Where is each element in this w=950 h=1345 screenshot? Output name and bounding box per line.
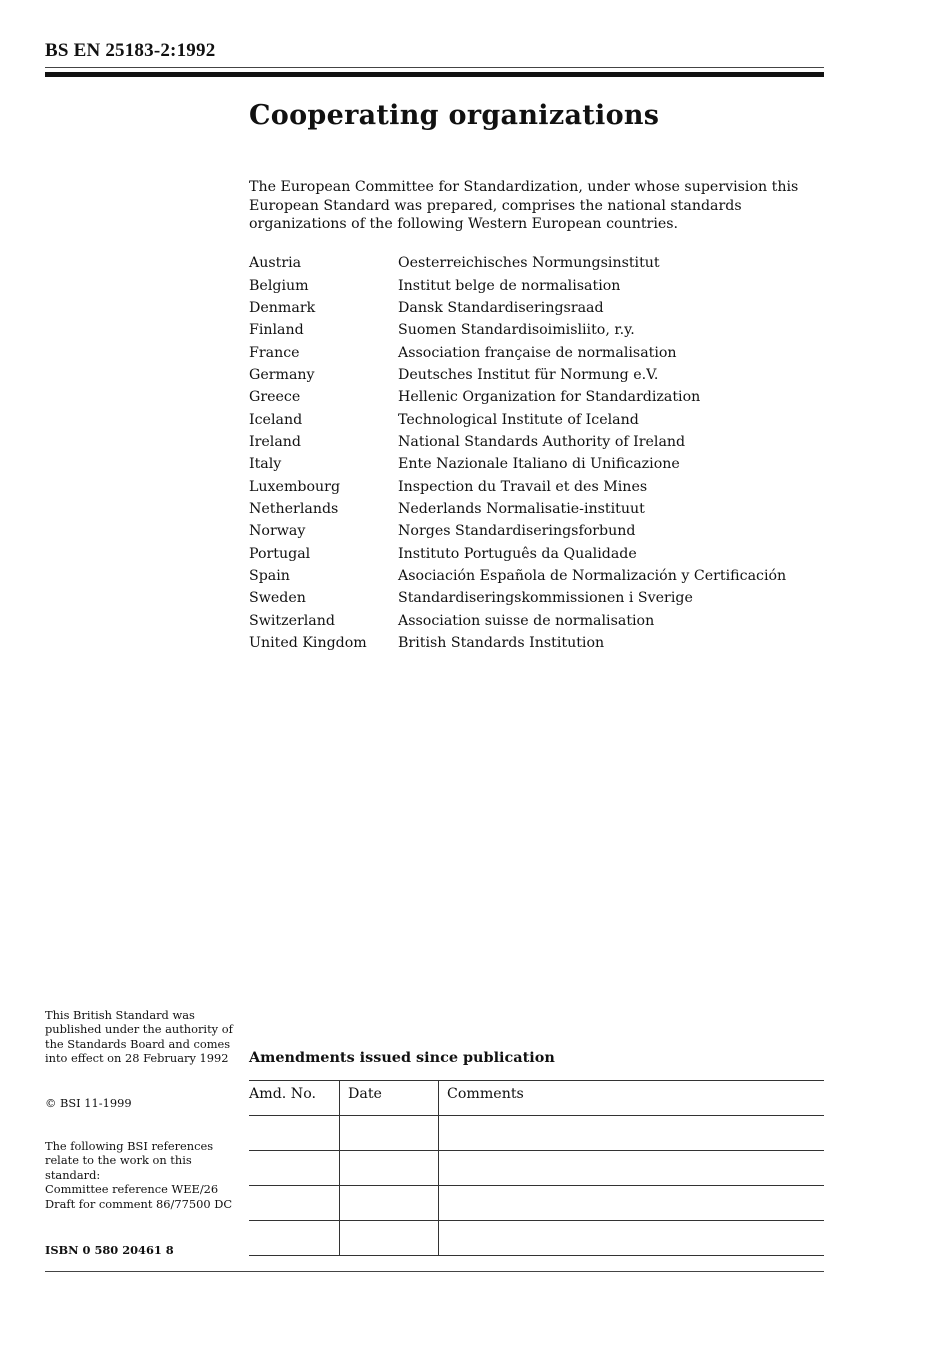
member-row — [249, 542, 829, 564]
member-country: Germany — [249, 366, 315, 383]
member-organizations-table — [249, 252, 829, 654]
member-row — [249, 252, 829, 274]
intro-paragraph: The European Committee for Standardization, under whose supervision this European Standard was prepared, comprises the national standards organizations of the following Western European countries. — [249, 179, 799, 232]
member-row — [249, 364, 829, 386]
member-country: Iceland — [249, 411, 303, 428]
member-organization: Norges Standardiseringsforbund — [398, 523, 636, 540]
member-organization: Hellenic Organization for Standardization — [398, 389, 701, 406]
bsi-references — [45, 1139, 240, 1211]
member-organization: Dansk Standardiseringsraad — [398, 299, 604, 316]
references-intro: The following BSI references relate to the work on this standard: — [45, 1139, 214, 1182]
member-country: Luxembourg — [249, 478, 341, 495]
amendments-header-row — [249, 1081, 824, 1116]
member-country: Greece — [249, 389, 301, 406]
member-organization: Instituto Português da Qualidade — [398, 545, 637, 562]
member-organization: Nederlands Normalisatie-instituut — [398, 500, 645, 517]
member-row — [249, 431, 829, 453]
member-country: Ireland — [249, 433, 301, 450]
header-rule-thin — [45, 67, 824, 68]
amendment-comments-cell — [439, 1116, 825, 1151]
member-country: Switzerland — [249, 612, 335, 629]
footer-rule — [45, 1271, 824, 1272]
member-country: Norway — [249, 523, 306, 540]
amendment-date-cell — [340, 1116, 439, 1151]
member-row — [249, 386, 829, 408]
member-row — [249, 610, 829, 632]
amendment-row — [249, 1116, 824, 1151]
member-country: Denmark — [249, 299, 316, 316]
member-organization: Suomen Standardisoimisliito, r.y. — [398, 322, 635, 339]
publication-note: This British Standard was published under the authority of the Standards Board and comes into effect on 28 February 1992 — [45, 1008, 233, 1066]
amendment-row — [249, 1221, 824, 1256]
amendment-number-cell — [249, 1221, 340, 1256]
document-code: BS EN 25183-2:1992 — [45, 40, 216, 61]
amendment-date-cell — [340, 1151, 439, 1186]
member-country: Italy — [249, 456, 282, 473]
member-row — [249, 274, 829, 296]
amendment-row — [249, 1186, 824, 1221]
header-rule-thick — [45, 72, 824, 77]
copyright-notice: © BSI 11-1999 — [45, 1096, 132, 1110]
member-organization: National Standards Authority of Ireland — [398, 433, 686, 450]
page-title: Cooperating organizations — [249, 100, 660, 131]
member-organization: Standardiseringskommissionen i Sverige — [398, 590, 693, 607]
committee-reference: Committee reference WEE/26 — [45, 1182, 219, 1197]
amendment-comments-cell — [439, 1186, 825, 1221]
amendments-table — [249, 1080, 824, 1256]
amendments-heading: Amendments issued since publication — [249, 1049, 555, 1066]
draft-reference: Draft for comment 86/77500 DC — [45, 1196, 233, 1211]
member-row — [249, 520, 829, 542]
isbn: ISBN 0 580 20461 8 — [45, 1243, 174, 1257]
amendment-row — [249, 1151, 824, 1186]
amendment-comments-cell — [439, 1151, 825, 1186]
member-organization: Ente Nazionale Italiano di Unificazione — [398, 456, 680, 473]
member-country: France — [249, 344, 300, 361]
member-country: Sweden — [249, 590, 306, 607]
member-organization: Inspection du Travail et des Mines — [398, 478, 648, 495]
amendment-date-cell — [340, 1221, 439, 1256]
member-organization: Deutsches Institut für Normung e.V. — [398, 366, 659, 383]
member-row — [249, 475, 829, 497]
column-header-date: Date — [340, 1081, 439, 1116]
member-organization: Association suisse de normalisation — [398, 612, 655, 629]
member-country: Austria — [249, 255, 302, 272]
member-row — [249, 565, 829, 587]
member-row — [249, 297, 829, 319]
member-organization: British Standards Institution — [398, 635, 605, 652]
amendment-number-cell — [249, 1116, 340, 1151]
member-row — [249, 632, 829, 654]
member-row — [249, 498, 829, 520]
member-country: Spain — [249, 567, 290, 584]
member-country: Portugal — [249, 545, 311, 562]
member-organization: Association française de normalisation — [398, 344, 677, 361]
amendment-date-cell — [340, 1186, 439, 1221]
member-country: Belgium — [249, 277, 309, 294]
member-country: Finland — [249, 322, 304, 339]
member-organization: Oesterreichisches Normungsinstitut — [398, 255, 660, 272]
column-header-amd-no: Amd. No. — [249, 1081, 340, 1116]
amendment-number-cell — [249, 1186, 340, 1221]
member-organization: Technological Institute of Iceland — [398, 411, 639, 428]
amendment-number-cell — [249, 1151, 340, 1186]
member-row — [249, 408, 829, 430]
amendment-comments-cell — [439, 1221, 825, 1256]
member-row — [249, 453, 829, 475]
member-organization: Asociación Española de Normalización y Certificación — [398, 567, 787, 584]
member-country: United Kingdom — [249, 635, 367, 652]
member-row — [249, 319, 829, 341]
member-organization: Institut belge de normalisation — [398, 277, 621, 294]
column-header-comments: Comments — [439, 1081, 825, 1116]
member-row — [249, 341, 829, 363]
member-country: Netherlands — [249, 500, 339, 517]
member-row — [249, 587, 829, 609]
